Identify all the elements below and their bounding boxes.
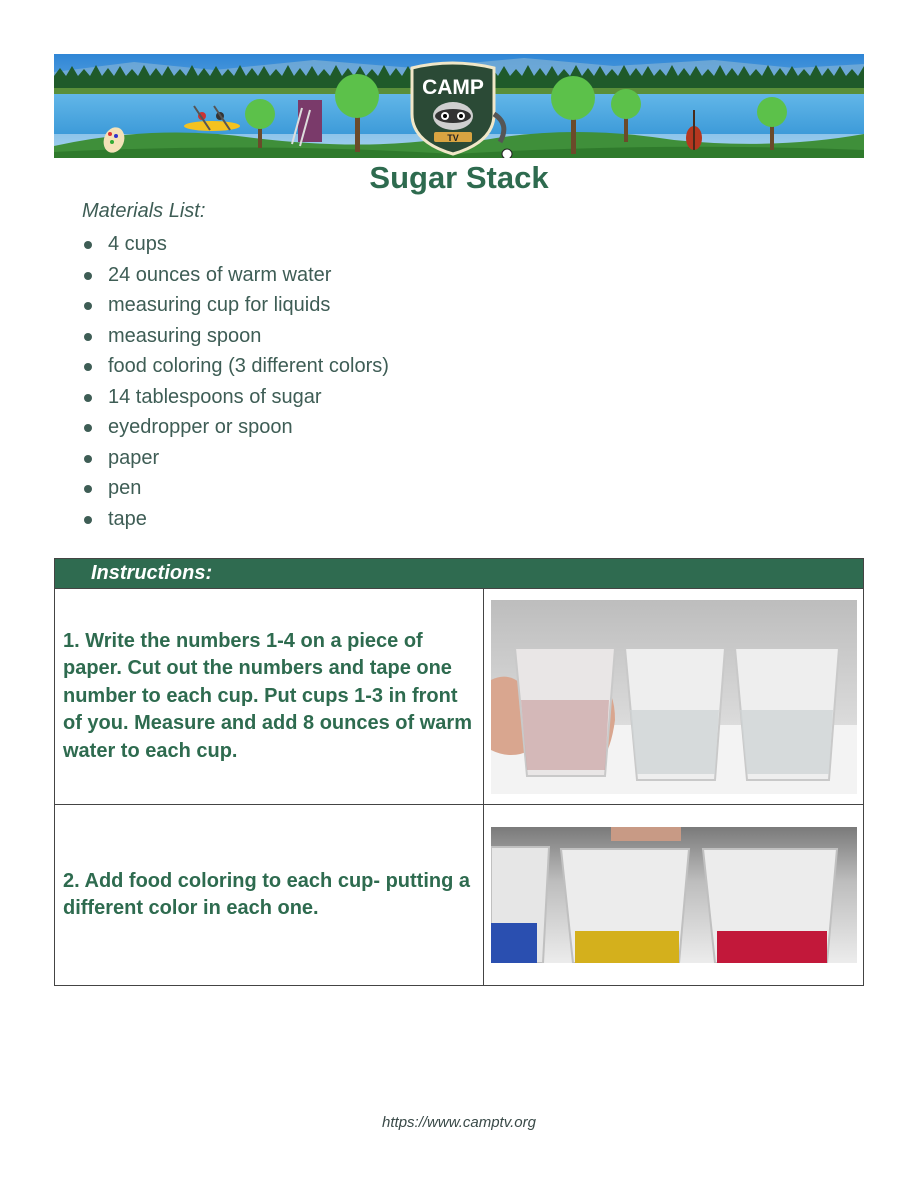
list-item: measuring spoon [80,321,389,352]
list-item: 14 tablespoons of sugar [80,382,389,413]
instructions-header: Instructions: [55,559,863,589]
bullet-icon [84,241,92,249]
logo-tv-text: TV [447,133,459,143]
list-item: paper [80,443,389,474]
bullet-icon [84,302,92,310]
bullet-icon [84,424,92,432]
step-2-text: 2. Add food coloring to each cup- putting a different color in each one. [55,805,484,985]
list-item: 4 cups [80,229,389,260]
bullet-icon [84,516,92,524]
materials-list [80,229,389,534]
footer-url: https://www.camptv.org [382,1114,536,1131]
list-item: measuring cup for liquids [80,290,389,321]
instructions-table [54,558,864,986]
list-item: tape [80,504,389,535]
table-row [55,805,863,985]
bullet-icon [84,272,92,280]
step-2-photo [484,805,863,985]
step-1-photo [484,589,863,804]
list-item: eyedropper or spoon [80,412,389,443]
materials-heading: Materials List: [82,200,206,222]
list-item: food coloring (3 different colors) [80,351,389,382]
bullet-icon [84,333,92,341]
bullet-icon [84,485,92,493]
bullet-icon [84,363,92,371]
page-title: Sugar Stack [369,160,549,195]
list-item: 24 ounces of warm water [80,260,389,291]
bullet-icon [84,394,92,402]
bullet-icon [84,455,92,463]
table-row [55,589,863,805]
camp-tv-banner [54,54,864,158]
list-item: pen [80,473,389,504]
step-1-text: 1. Write the numbers 1-4 on a piece of paper. Cut out the numbers and tape one number to each cup. Put cups 1-3 in front of you. Measure and add 8 ounces of warm water to each cup. [55,589,484,804]
logo-camp-text: CAMP [422,76,484,99]
